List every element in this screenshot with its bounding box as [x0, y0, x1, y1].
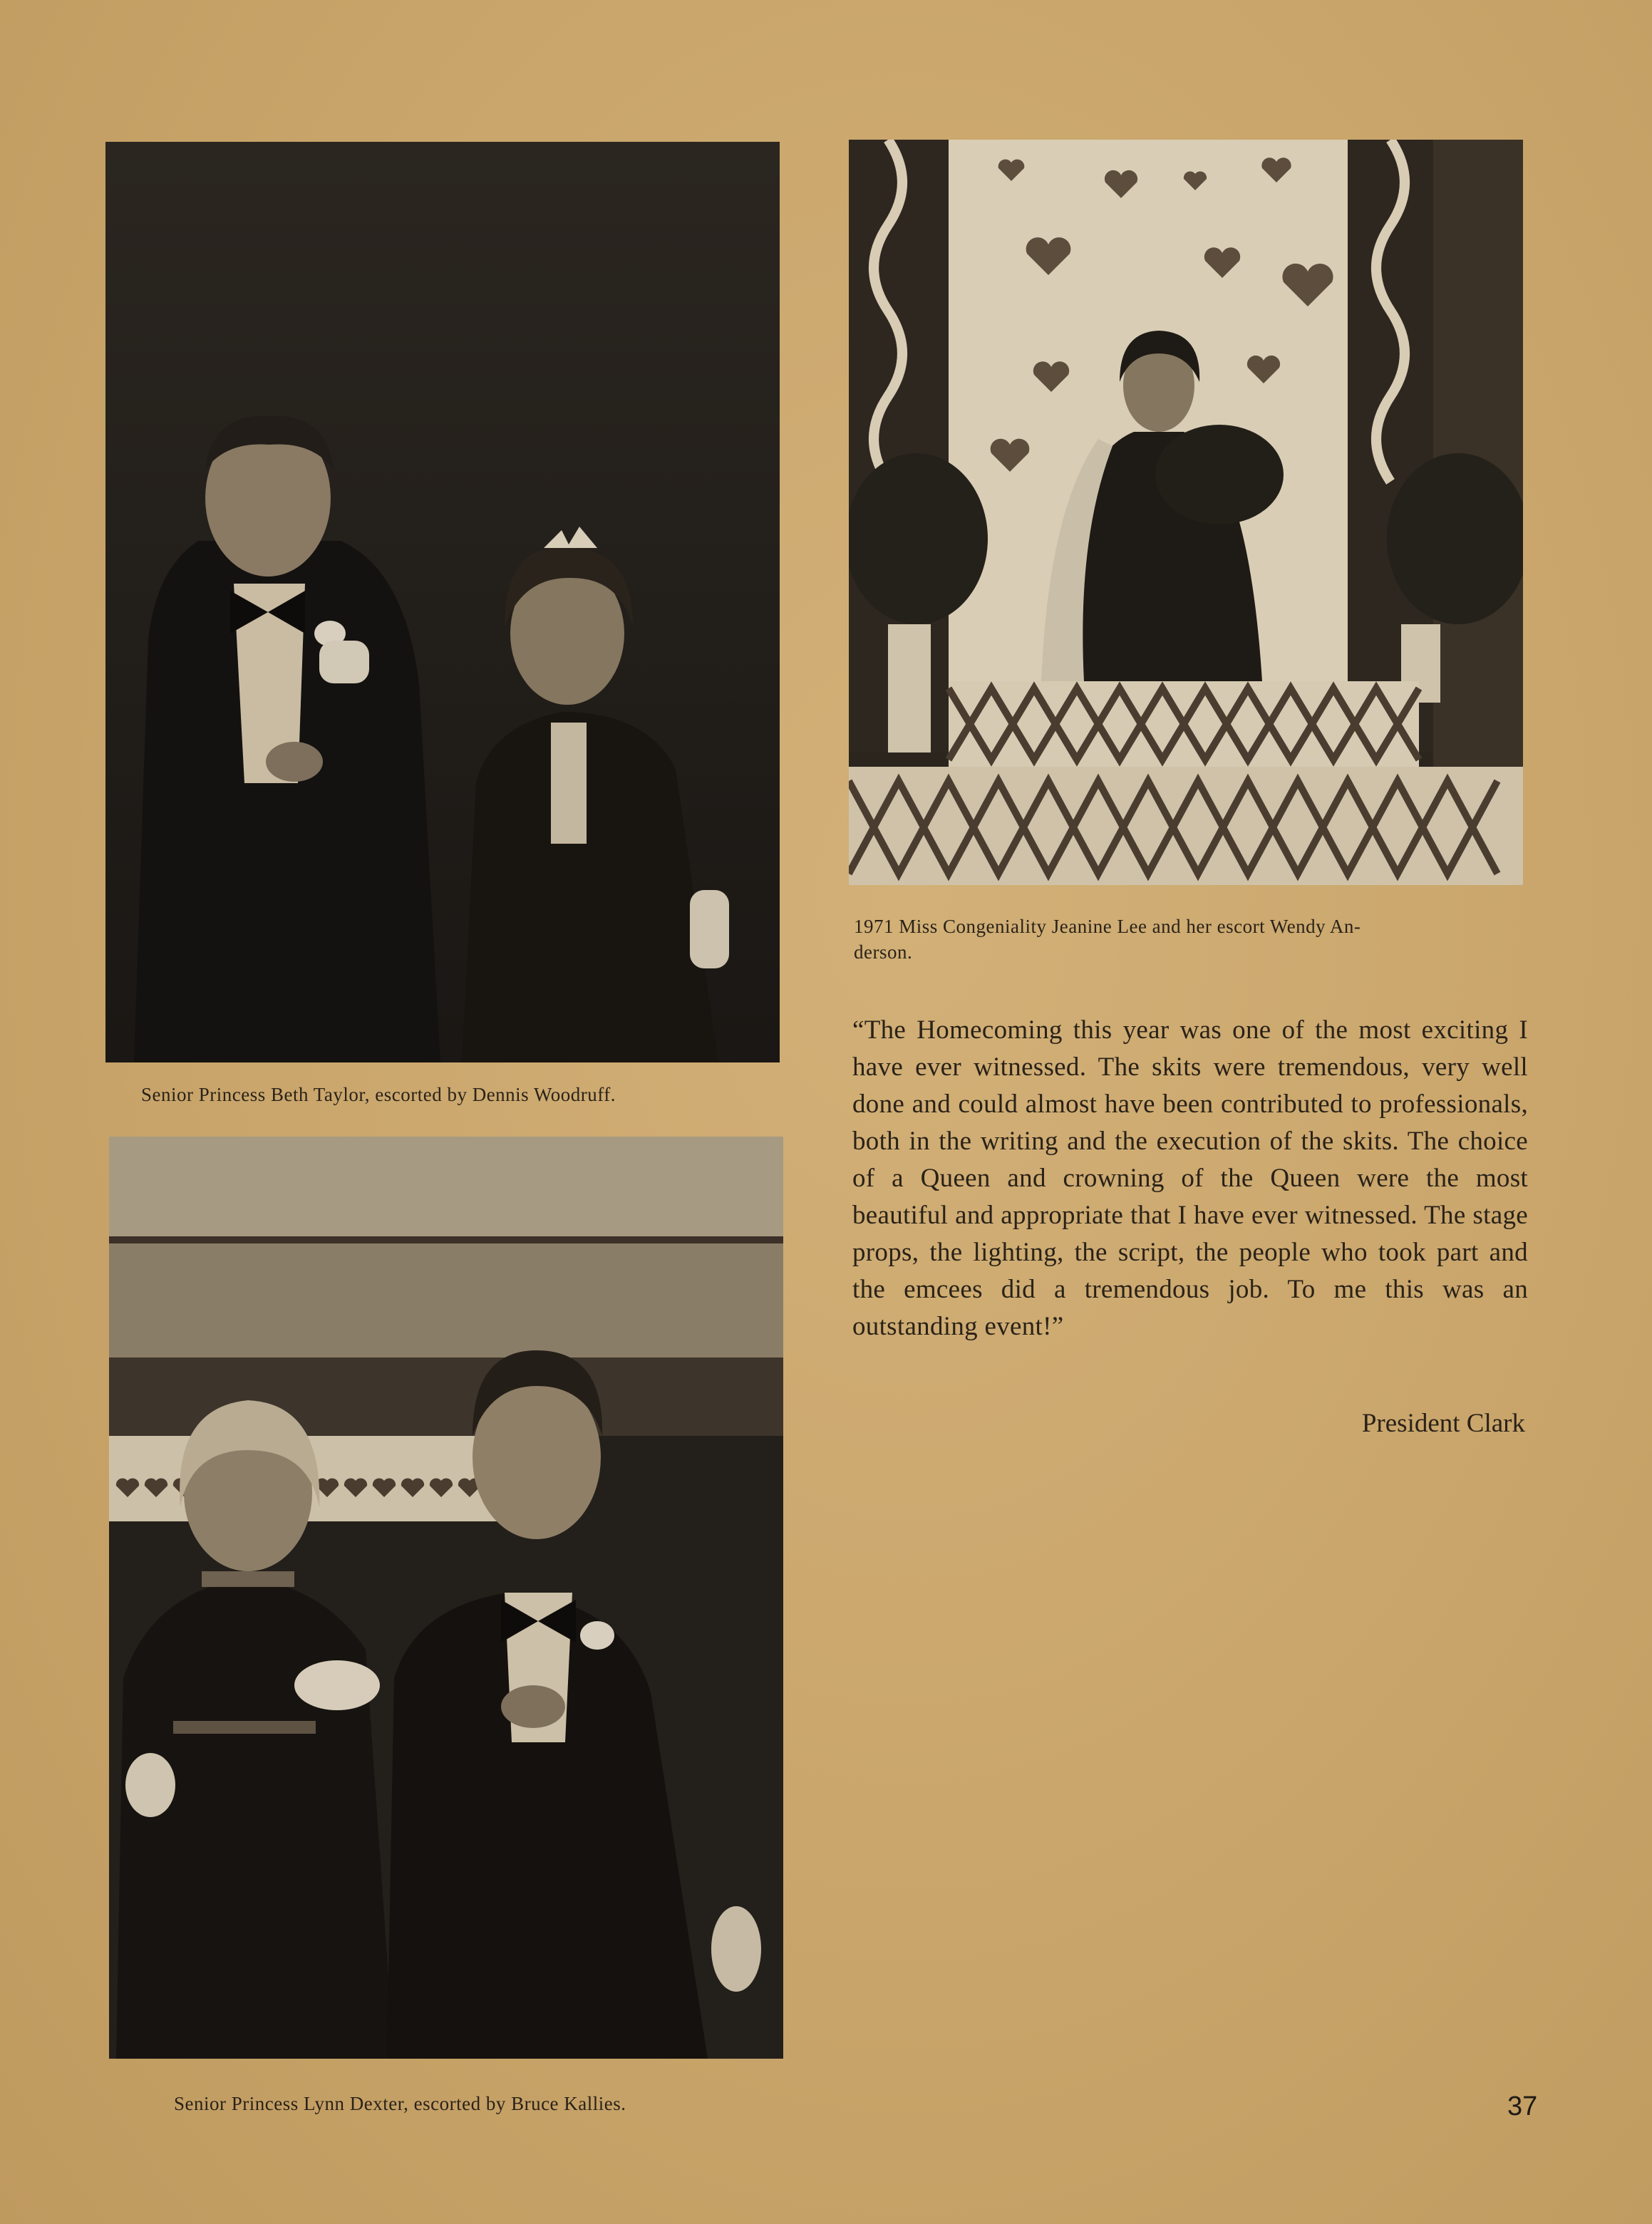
photo-miss-congeniality-image	[849, 140, 1523, 885]
photo-miss-congeniality	[849, 140, 1523, 885]
photo-lynn-dexter	[109, 1137, 783, 2059]
photo-beth-taylor-caption: Senior Princess Beth Taylor, escorted by Dennis Woodruff.	[141, 1084, 616, 1105]
photo-miss-congeniality-caption: 1971 Miss Congeniality Jeanine Lee and her escort Wendy An- derson.	[854, 916, 1361, 963]
photo-lynn-dexter-caption: Senior Princess Lynn Dexter, escorted by Bruce Kallies.	[174, 2093, 626, 2114]
photo-beth-taylor-image	[105, 142, 780, 1062]
photo-beth-taylor	[105, 142, 780, 1062]
president-quote: “The Homecoming this year was one of the most exciting I have ever witnessed. The skits were tremendous, very well done and could almost have been contributed to professionals, both in the writing and the execution of the skits. The choice of a Queen and crowning of the Queen were the most beautiful and appropriate that I have ever witnessed. The stage props, the lighting, the script, the people who took part and the emcees did a tremendous job. To me this was an outstanding event!”	[852, 1015, 1528, 1341]
photo-lynn-dexter-image	[109, 1137, 783, 2059]
page-number: 37	[1507, 2091, 1538, 2121]
quote-attribution: President Clark	[1361, 1409, 1525, 1438]
